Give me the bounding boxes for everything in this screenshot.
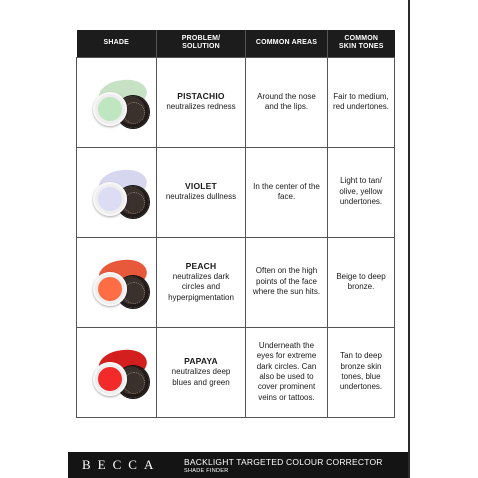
peach-fill bbox=[98, 277, 122, 301]
pistachio-fill bbox=[98, 97, 122, 121]
header-common-areas: COMMON AREAS bbox=[246, 30, 328, 57]
papaya-product-image bbox=[77, 328, 157, 416]
table-row-peach bbox=[77, 237, 395, 327]
common-areas-cell: Around the nose and the lips. bbox=[246, 57, 328, 147]
shade-name: PISTACHIO bbox=[177, 91, 225, 102]
skin-tones-cell: Beige to deep bronze. bbox=[328, 237, 395, 327]
product-title: BACKLIGHT TARGETED COLOUR CORRECTOR bbox=[184, 457, 383, 467]
shade-finder-table bbox=[76, 30, 395, 418]
papaya-fill bbox=[98, 367, 122, 391]
pot bbox=[93, 362, 127, 396]
problem-solution-cell bbox=[157, 327, 246, 417]
common-areas-cell: In the center of the face. bbox=[246, 147, 328, 237]
skin-tones-cell: Fair to medium, red undertones. bbox=[328, 57, 395, 147]
card-right-border bbox=[408, 0, 410, 478]
pot bbox=[93, 92, 127, 126]
common-areas-cell: Underneath the eyes for extreme dark circles. Can also be used to cover prominent veins or tattoos. bbox=[246, 327, 328, 417]
skin-tones-cell: Light to tan/ olive, yellow undertones. bbox=[328, 147, 395, 237]
problem-solution-cell bbox=[157, 237, 246, 327]
common-areas-cell: Often on the high points of the face where the sun hits. bbox=[246, 237, 328, 327]
pot bbox=[93, 272, 127, 306]
skin-tones-cell: Tan to deep bronze skin tones, blue undertones. bbox=[328, 327, 395, 417]
product-subtitle: SHADE FINDER bbox=[184, 468, 229, 474]
header-shade: SHADE bbox=[77, 30, 157, 57]
table-row-violet bbox=[77, 147, 395, 237]
shade-solution: neutralizes deep blues and green bbox=[171, 367, 231, 387]
shade-swatch-cell bbox=[77, 327, 157, 417]
shade-swatch-cell bbox=[77, 57, 157, 147]
header-common-skin-tones: COMMON SKIN TONES bbox=[328, 30, 395, 57]
problem-solution-cell bbox=[157, 147, 246, 237]
shade-solution: neutralizes dark circles and hyperpigmentation bbox=[168, 271, 234, 302]
header-problem-solution: PROBLEM/ SOLUTION bbox=[157, 30, 246, 57]
brand-logo: BECCA bbox=[82, 457, 161, 472]
shade-name: PAPAYA bbox=[184, 356, 218, 367]
violet-fill bbox=[98, 187, 122, 211]
shade-solution: neutralizes dullness bbox=[165, 192, 237, 202]
table-row-pistachio bbox=[77, 57, 395, 147]
table-header-row bbox=[77, 30, 395, 57]
pistachio-product-image bbox=[77, 58, 157, 146]
shade-swatch-cell bbox=[77, 237, 157, 327]
shade-name: VIOLET bbox=[185, 181, 217, 192]
table-row-papaya bbox=[77, 327, 395, 417]
problem-solution-cell bbox=[157, 57, 246, 147]
shade-solution: neutralizes redness bbox=[166, 102, 236, 112]
pot bbox=[93, 182, 127, 216]
violet-product-image bbox=[77, 148, 157, 236]
shade-finder-card bbox=[68, 0, 410, 478]
footer-banner bbox=[68, 452, 410, 478]
peach-product-image bbox=[77, 238, 157, 326]
shade-name: PEACH bbox=[185, 260, 217, 271]
shade-swatch-cell bbox=[77, 147, 157, 237]
